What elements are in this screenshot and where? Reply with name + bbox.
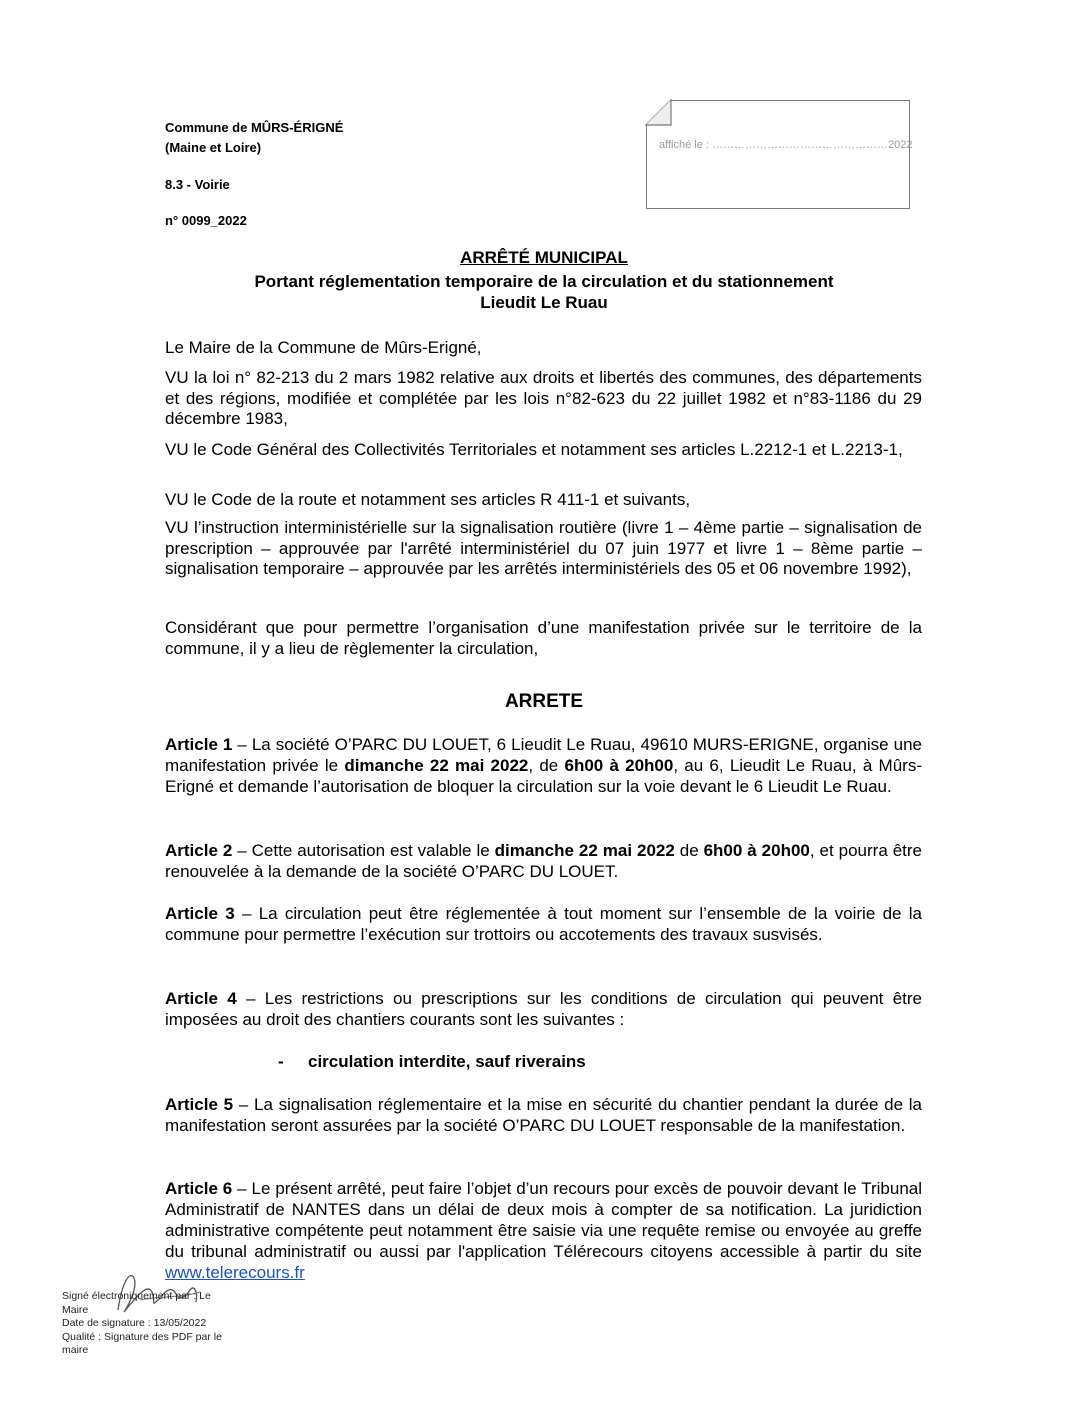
preamble-vu-code-route: VU le Code de la route et notamment ses articles R 411-1 et suivants, xyxy=(165,490,691,509)
preamble-considerant: Considérant que pour permettre l’organisation d’une manifestation privée sur le territoire de la commune, il y a lieu de règlementer la circulation, xyxy=(165,618,922,658)
preamble-vu-cgct: VU le Code Général des Collectivités Territoriales et notamment ses articles L.2212-1 et L.2213-1, xyxy=(165,440,903,459)
article-3-sep: – xyxy=(234,904,259,923)
article-1-hours: 6h00 à 20h00 xyxy=(564,756,674,775)
article-3-label: Article 3 xyxy=(165,904,235,923)
article-5 xyxy=(165,1094,922,1136)
article-2 xyxy=(165,840,922,882)
article-1-sep: – xyxy=(232,735,252,754)
document-title: ARRÊTÉ MUNICIPAL xyxy=(460,248,628,267)
article-1-text-a: La société O’PARC DU LOUET, 6 Lieudit Le Ruau, 49610 MURS-ERIGNE, organise une manifestation privée le xyxy=(165,735,922,775)
article-1-text-c: , au 6, Lieudit Le Ruau, à Mûrs-Erigné et demande l’autorisation de bloquer la circulation sur la voie devant le 6 Lieudit Le Ruau. xyxy=(165,756,922,796)
signature-line-1: Signé électroniquement par : Le xyxy=(62,1290,211,1302)
telerecours-link[interactable]: www.telerecours.fr xyxy=(165,1263,305,1282)
decree-number: n° 0099_2022 xyxy=(165,213,247,228)
article-5-text: La signalisation réglementaire et la mise en sécurité du chantier pendant la durée de la manifestation seront assurées par la société O’PARC DU LOUET responsable de la manifestation. xyxy=(165,1095,922,1135)
preamble-vu-loi: VU la loi n° 82-213 du 2 mars 1982 relative aux droits et libertés des communes, des départements et des régions, modifiée et complétée par les lois n°82-623 du 22 juillet 1982 et n°83-1186 du 29 décembre 1983, xyxy=(165,368,922,428)
article-1 xyxy=(165,734,922,797)
article-2-date: dimanche 22 mai 2022 xyxy=(494,841,675,860)
article-2-hours: 6h00 à 20h00 xyxy=(703,841,810,860)
article-4-text: Les restrictions ou prescriptions sur les conditions de circulation qui peuvent être imposées au droit des chantiers courants sont les suivantes : xyxy=(165,989,922,1029)
article-2-text-b: de xyxy=(674,841,704,860)
signature-quality: Qualité : Signature des PDF par le xyxy=(62,1330,222,1343)
article-5-sep: – xyxy=(233,1095,254,1114)
article-3 xyxy=(165,903,922,945)
signature-line-5: maire xyxy=(62,1344,89,1356)
signature-line-2: Maire xyxy=(62,1303,89,1316)
document-location: Lieudit Le Ruau xyxy=(480,293,608,312)
signature-date: Date de signature : 13/05/2022 xyxy=(62,1317,207,1329)
article-2-label: Article 2 xyxy=(165,841,233,860)
article-4-sep: – xyxy=(236,989,265,1008)
electronic-signature-block xyxy=(62,1290,232,1358)
article-2-text-c: , et pourra être renouvelée à la demande de la société O’PARC DU LOUET. xyxy=(165,841,923,881)
preamble-vu-instruction: VU l’instruction interministérielle sur la signalisation routière (livre 1 – 4ème partie – signalisation de prescription – approuvée par l'arrêté interministériel du 07 juin 1977 et livre 1 – 8ème partie – signalisation temporaire – approuvée par les arrêtés interministériels des 05 et 06 novembre 1992), xyxy=(165,518,922,578)
article-2-text-a: Cette autorisation est valable le xyxy=(251,841,495,860)
article-4-bullet-dash: - xyxy=(278,1052,284,1071)
article-4-bullet-item: circulation interdite, sauf riverains xyxy=(308,1052,586,1071)
preamble-mayor: Le Maire de la Commune de Mûrs-Erigné, xyxy=(165,338,482,357)
arrete-heading: ARRETE xyxy=(504,691,584,712)
article-4-label: Article 4 xyxy=(165,989,237,1008)
article-2-sep: – xyxy=(232,841,252,860)
department-name: (Maine et Loire) xyxy=(165,140,262,155)
article-1-text-b: , de xyxy=(528,756,565,775)
document-subtitle: Portant réglementation temporaire de la circulation et du stationnement xyxy=(254,272,834,291)
display-date-line: affiché le : …………………………………………2022 xyxy=(659,139,913,151)
article-6-sep: – xyxy=(232,1179,252,1198)
section-label: 8.3 - Voirie xyxy=(165,177,230,192)
article-3-text: La circulation peut être réglementée à tout moment sur l’ensemble de la voirie de la commune pour permettre l’exécution sur trottoirs ou accotements des travaux susvisés. xyxy=(165,904,922,944)
article-6-label: Article 6 xyxy=(165,1179,233,1198)
article-5-label: Article 5 xyxy=(165,1095,234,1114)
article-1-date: dimanche 22 mai 2022 xyxy=(344,756,529,775)
page-fold-icon xyxy=(645,99,675,129)
article-1-label: Article 1 xyxy=(165,735,233,754)
article-6 xyxy=(165,1178,922,1283)
display-stamp-box xyxy=(646,100,913,209)
article-4 xyxy=(165,988,922,1030)
commune-name: Commune de MÛRS-ÉRIGNÉ xyxy=(165,120,344,135)
article-6-text: Le présent arrêté, peut faire l’objet d’un recours pour excès de pouvoir devant le Tribunal Administratif de NANTES dans un délai de deux mois à compter de sa notification. La juridiction administrative compétente peut notamment être saisie via une requête remise ou envoyée au greffe du tribunal administratif ou aussi par l'application Télérecours citoyens accessible à partir du site xyxy=(165,1179,923,1261)
